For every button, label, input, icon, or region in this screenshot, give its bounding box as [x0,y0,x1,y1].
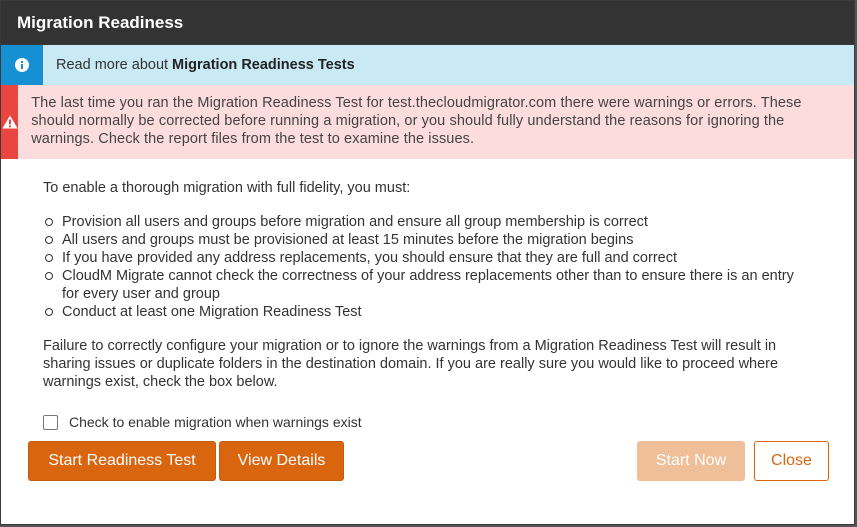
warning-banner [1,85,854,159]
requirements-list [43,213,812,321]
view-details-button[interactable]: View Details [219,441,344,481]
warning-icon [1,85,18,159]
info-icon [1,45,43,85]
migration-readiness-tests-link[interactable]: Migration Readiness Tests [172,57,355,73]
start-now-button[interactable]: Start Now [637,441,745,481]
enable-warnings-checkbox-label[interactable]: Check to enable migration when warnings exist [69,414,362,430]
intro-text: To enable a thorough migration with full fidelity, you must: [43,180,411,196]
failure-note: Failure to correctly configure your migration or to ignore the warnings from a Migration Readiness Test will result in sharing issues or duplicate folders in the destination domain. If you are really sure you would like to proceed where warnings exist, check the box below. [43,338,779,390]
warning-banner-text: The last time you ran the Migration Readiness Test for test.thecloudmigrator.com there were warnings or errors. These should normally be corrected before running a migration, or you should fully understand the reasons for ignoring the warnings. Check the report files from the test to examine the issues. [31,95,802,147]
info-banner-text [43,45,355,85]
list-item: Provision all users and groups before migration and ensure all group membership is correct [43,213,812,231]
close-button[interactable]: Close [754,441,829,481]
list-item: CloudM Migrate cannot check the correctness of your address replacements other than to ensure there is an entry for every user and group [43,267,812,303]
list-item: If you have provided any address replacements, you should ensure that they are full and correct [43,249,812,267]
start-readiness-test-button[interactable]: Start Readiness Test [28,441,216,481]
list-item: Conduct at least one Migration Readiness Test [43,303,812,321]
dialog-title: Migration Readiness [17,12,184,32]
enable-warnings-checkbox-row[interactable] [43,414,362,430]
dialog-title-bar [1,1,854,44]
enable-warnings-checkbox[interactable] [43,415,58,430]
info-banner-prefix: Read more about [56,57,169,73]
dialog-content [1,159,854,391]
list-item: All users and groups must be provisioned at least 15 minutes before the migration begins [43,231,812,249]
info-banner [1,44,854,85]
